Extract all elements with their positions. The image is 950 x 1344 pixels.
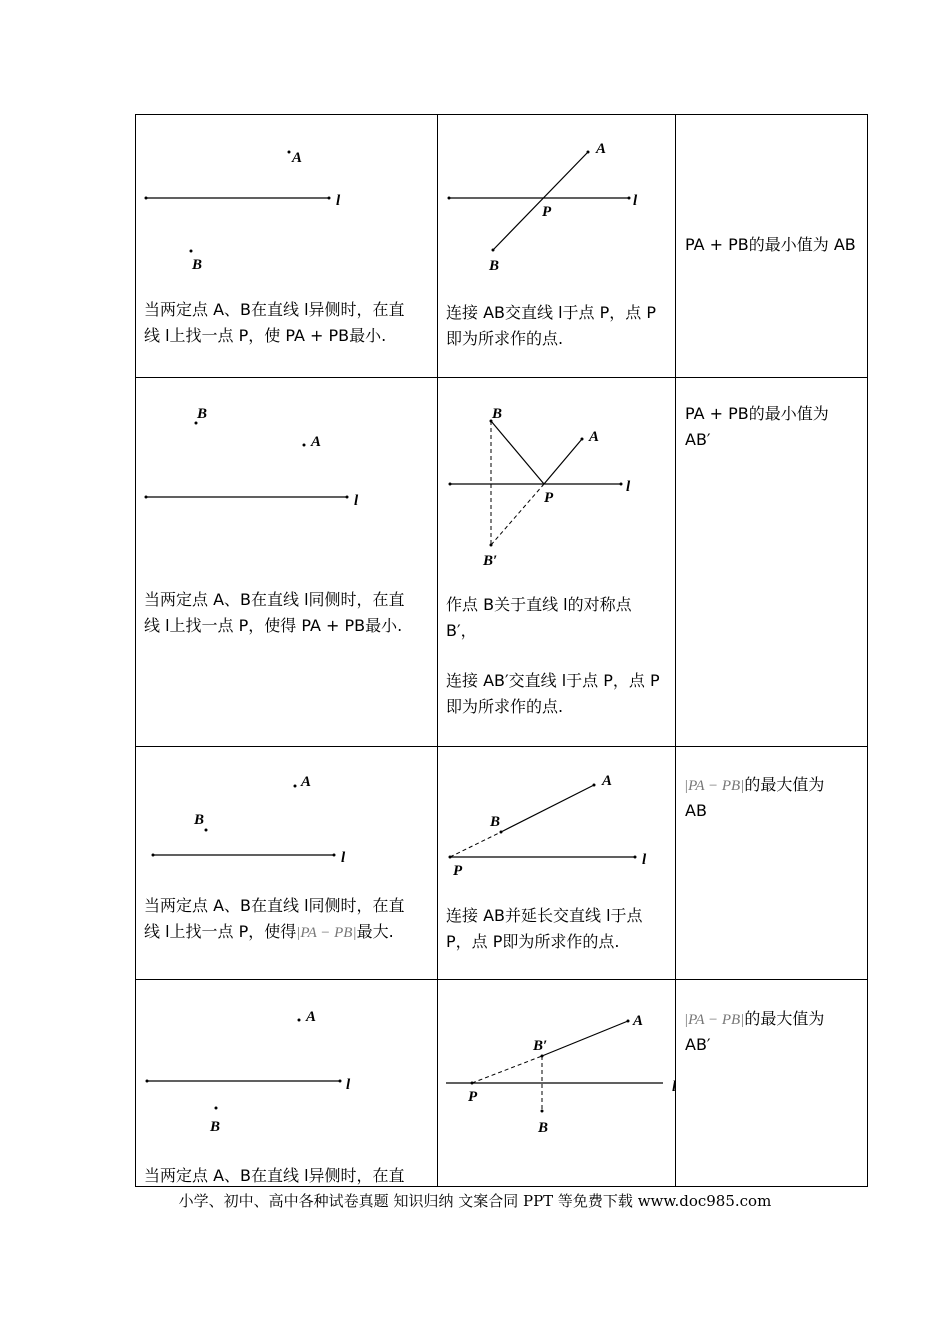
point-a (303, 444, 306, 447)
row3-solution-line1: 连接 AB并延长交直线 l于点 (446, 906, 643, 925)
label-p: P (542, 204, 552, 220)
row2-solution-line2: B′， (446, 621, 477, 640)
point-a (298, 1019, 301, 1022)
label-b-prime: B′ (483, 553, 498, 569)
label-b: B (538, 1120, 549, 1136)
label-p: P (453, 863, 463, 879)
label-a: A (589, 429, 600, 445)
label-p: P (544, 490, 554, 506)
row1-solution-line2: 即为所求作的点. (446, 329, 564, 348)
label-p: P (468, 1089, 478, 1105)
row1-result-cell (676, 115, 867, 377)
label-b: B (194, 812, 205, 828)
abs-difference: |PA − PB| (684, 1012, 745, 1028)
row2-solution-cell (438, 378, 675, 746)
label-b: B (210, 1119, 221, 1135)
abs-difference: |PA − PB| (684, 778, 745, 794)
row3-result-cell (676, 747, 867, 979)
row3-problem-line2a: 线 l上找一点 P，使得 (144, 922, 297, 941)
segment-pa (544, 439, 582, 484)
point-b (215, 1107, 218, 1110)
row2-solution-line1: 作点 B关于直线 l的对称点 (446, 595, 632, 614)
row4-problem-diagram (136, 980, 436, 1186)
label-b-prime: B′ (533, 1038, 548, 1054)
row2-result-line2: AB′ (685, 430, 711, 449)
row4-result-text: 的最大值为 (744, 1009, 825, 1028)
label-l: l (633, 193, 638, 209)
row3-solution-cell (438, 747, 675, 979)
label-a: A (633, 1013, 644, 1029)
label-a: A (311, 434, 322, 450)
segment-bprime-a (542, 1021, 628, 1056)
row3-figure-cell (136, 747, 436, 979)
row2-solution-line4: 即为所求作的点. (446, 697, 564, 716)
row1-figure-cell (136, 115, 436, 377)
row4-solution-cell (438, 980, 675, 1186)
row4-figure-cell (136, 980, 436, 1186)
label-b: B (492, 406, 503, 422)
row1-solution-line1: 连接 AB交直线 l于点 P，点 P (446, 303, 657, 322)
label-a: A (602, 773, 613, 789)
segment-bprime-p (491, 484, 544, 545)
row2-figure-cell (136, 378, 436, 746)
row2-result-line1: PA + PB的最小值为 (685, 404, 829, 423)
label-l: l (336, 193, 341, 209)
abs-difference: |PA − PB| (296, 925, 357, 941)
row3-result-line1 (684, 772, 824, 799)
segment-ab (501, 785, 594, 832)
row3-result-line2: AB (685, 801, 707, 820)
row1-problem-line1: 当两定点 A、B在直线 l异侧时，在直 (144, 300, 405, 319)
label-l: l (354, 493, 359, 509)
extension-bprime-p (472, 1056, 542, 1083)
label-l: l (346, 1077, 351, 1093)
row2-solution-line3: 连接 AB′交直线 l于点 P，点 P (446, 671, 660, 690)
row4-problem-line1: 当两定点 A、B在直线 l异侧时，在直 (144, 1166, 405, 1185)
label-b: B (192, 257, 203, 273)
label-a: A (292, 150, 303, 166)
row2-result-cell (676, 378, 867, 746)
row3-problem-line1: 当两定点 A、B在直线 l同侧时，在直 (144, 896, 405, 915)
row1-solution-cell (438, 115, 675, 377)
label-a: A (596, 141, 607, 157)
label-a: A (301, 774, 312, 790)
row3-result-text: 的最大值为 (744, 775, 825, 794)
point-b (205, 829, 208, 832)
label-b: B (489, 258, 500, 274)
label-a: A (306, 1009, 317, 1025)
row3-solution-line2: P，点 P即为所求作的点. (446, 932, 620, 951)
label-l: l (626, 479, 631, 495)
row4-solution-diagram (438, 980, 675, 1186)
point-a (294, 785, 297, 788)
point-a (288, 151, 291, 154)
label-l: l (672, 1079, 677, 1095)
label-l: l (642, 852, 647, 868)
row2-problem-line1: 当两定点 A、B在直线 l同侧时，在直 (144, 590, 405, 609)
segment-bp (491, 421, 544, 484)
row2-problem-line2: 线 l上找一点 P，使得 PA + PB最小. (144, 616, 403, 635)
row1-result: PA + PB的最小值为 AB (685, 235, 856, 254)
label-b: B (197, 406, 208, 422)
row3-problem-line2 (144, 919, 394, 946)
extension-bp (450, 832, 501, 857)
row3-problem-line2b: 最大. (356, 922, 394, 941)
row4-result-line1 (684, 1006, 824, 1033)
row4-result-line2: AB′ (685, 1035, 711, 1054)
row1-problem-line2: 线 l上找一点 P，使 PA + PB最小. (144, 326, 387, 345)
row2-problem-diagram (136, 378, 436, 746)
page-footer: 小学、初中、高中各种试卷真题 知识归纳 文案合同 PPT 等免费下载 www.doc985.com (178, 1192, 772, 1210)
segment-ab (493, 152, 588, 250)
label-b: B (490, 814, 501, 830)
point-b (190, 250, 193, 253)
row4-result-cell (676, 980, 867, 1186)
label-l: l (341, 850, 346, 866)
